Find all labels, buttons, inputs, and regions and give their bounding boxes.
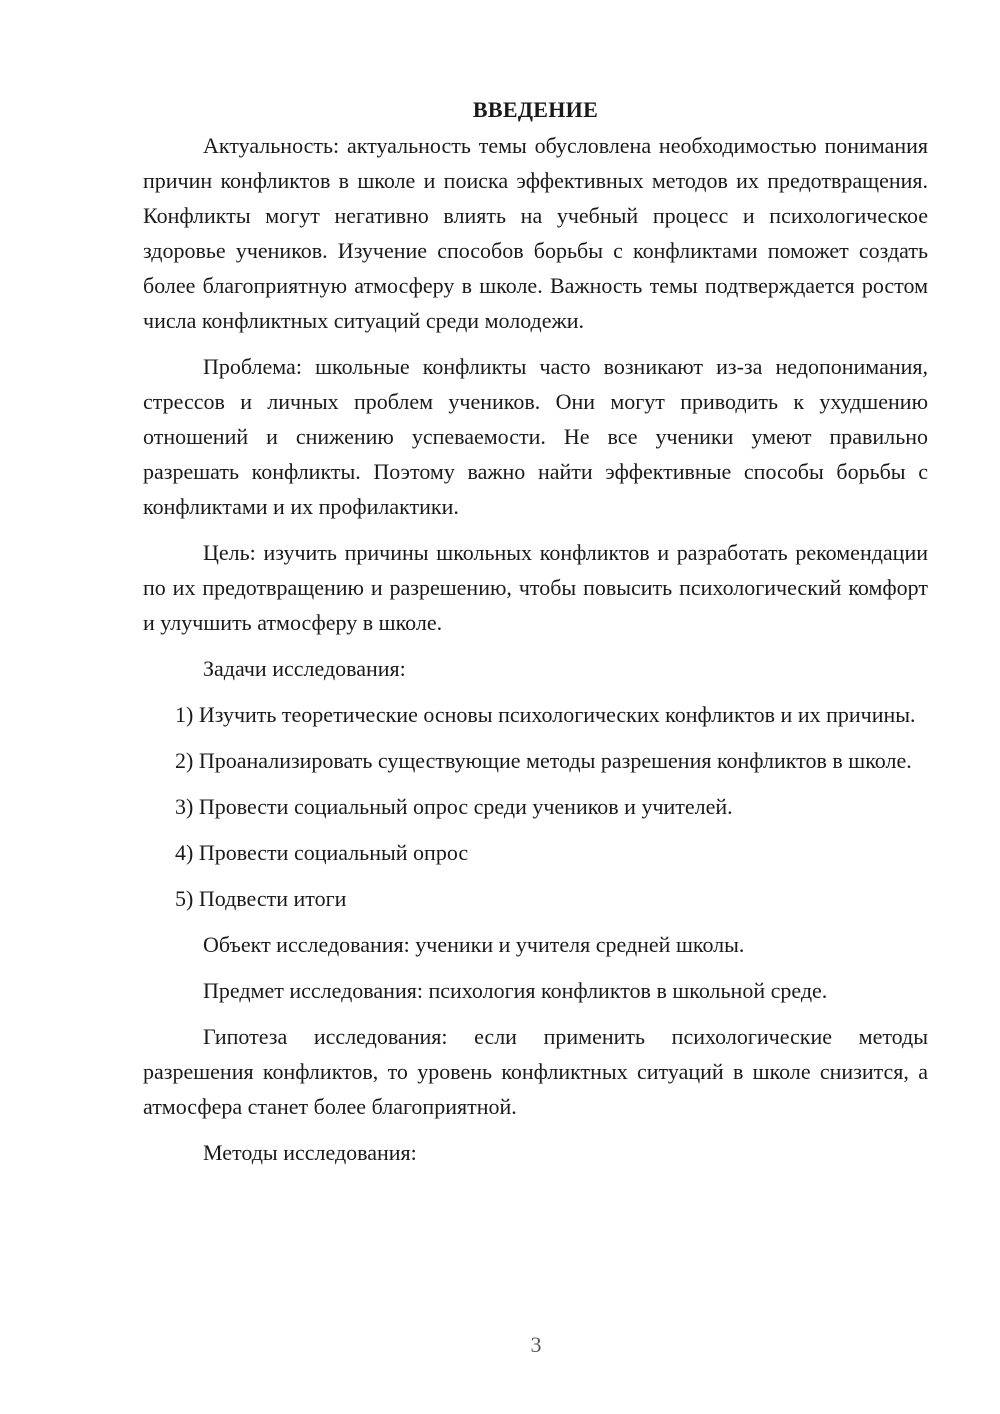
task-item-5: 5) Подвести итоги: [175, 886, 347, 911]
object-paragraph: Объект исследования: ученики и учителя средней школы.: [203, 932, 745, 957]
relevance-paragraph: Актуальность: актуальность темы обусловлена необходимостью понимания причин конфликтов в школе и поиска эффективных методов их предотвращения. Конфликты могут негативно влиять на учебный процесс и психологическое здоровье учеников. Изучение способов борьбы с конфликтами поможет создать более благоприятную атмосферу в школе. Важность темы подтверждается ростом числа конфликтных ситуаций среди молодежи.: [143, 133, 928, 333]
methods-heading: Методы исследования:: [203, 1140, 417, 1165]
subject-paragraph: Предмет исследования: психология конфликтов в школьной среде.: [203, 978, 828, 1003]
section-title: ВВЕДЕНИЕ: [472, 97, 599, 122]
goal-paragraph: Цель: изучить причины школьных конфликтов и разработать рекомендации по их предотвращению и разрешению, чтобы повысить психологический комфорт и улучшить атмосферу в школе.: [143, 540, 928, 635]
page-content: [143, 92, 928, 1170]
task-item-4: 4) Провести социальный опрос: [175, 840, 469, 865]
problem-paragraph: Проблема: школьные конфликты часто возникают из-за недопонимания, стрессов и личных проблем учеников. Они могут приводить к ухудшению отношений и снижению успеваемости. Не все ученики умеют правильно разрешать конфликты. Поэтому важно найти эффективные способы борьбы с конфликтами и их профилактики.: [143, 354, 928, 519]
task-item-3: 3) Провести социальный опрос среди учеников и учителей.: [175, 794, 733, 819]
page-number: 3: [530, 1332, 542, 1357]
task-item-1: 1) Изучить теоретические основы психологических конфликтов и их причины.: [175, 702, 916, 727]
task-item-2: 2) Проанализировать существующие методы разрешения конфликтов в школе.: [175, 748, 912, 773]
tasks-heading: Задачи исследования:: [203, 656, 406, 681]
hypothesis-paragraph: Гипотеза исследования: если применить психологические методы разрешения конфликтов, то уровень конфликтных ситуаций в школе снизится, а атмосфера станет более благоприятной.: [143, 1024, 928, 1119]
